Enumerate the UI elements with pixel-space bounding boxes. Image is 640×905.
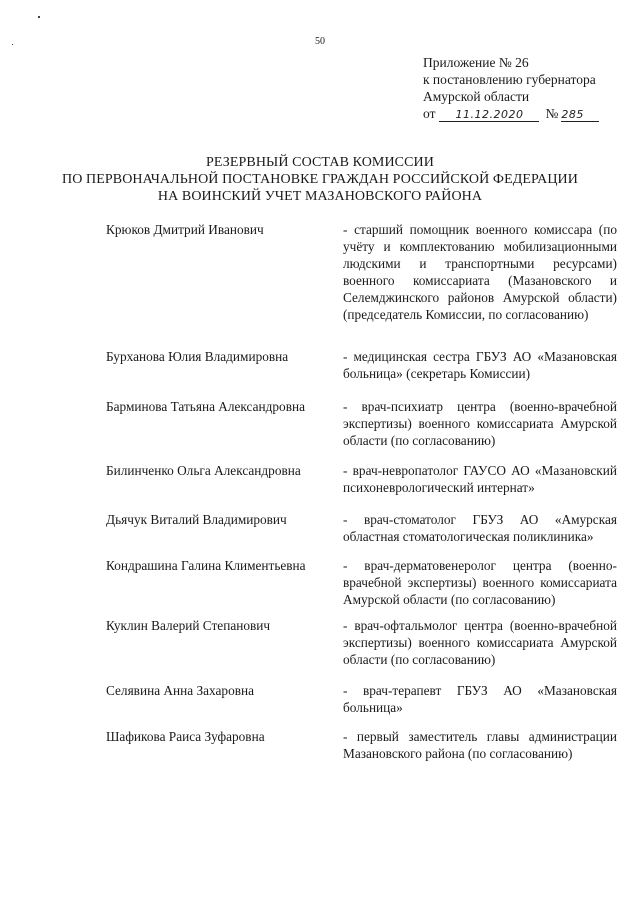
appendix-header (423, 54, 599, 122)
appendix-date-number (423, 105, 599, 122)
member-name: Дьячук Виталий Владимирович (106, 512, 287, 527)
handwritten-date: 11.12.2020 (439, 108, 539, 122)
document-title (0, 154, 640, 205)
member-role: - врач-стоматолог ГБУЗ АО «Амурская областная стоматологическая поликлиника» (343, 512, 617, 544)
member-name: Кондрашина Галина Климентьевна (106, 558, 306, 573)
handwritten-number: 285 (561, 108, 599, 122)
appendix-line: Приложение № 26 (423, 55, 529, 70)
title-line: НА ВОИНСКИЙ УЧЕТ МАЗАНОВСКОГО РАЙОНА (157, 189, 483, 204)
member-role: - врач-офтальмолог центра (военно-врачебной экспертизы) военного комиссариата Амурской области (по согласованию) (343, 618, 617, 667)
scan-speck (38, 16, 40, 18)
title-line: РЕЗЕРВНЫЙ СОСТАВ КОМИССИИ (206, 155, 434, 170)
number-label: № (545, 106, 559, 121)
appendix-line: к постановлению губернатора (423, 72, 596, 87)
member-role: - медицинская сестра ГБУЗ АО «Мазановская больница» (секретарь Комиссии) (343, 349, 617, 381)
page-number: 50 (315, 36, 325, 47)
member-role: - врач-терапевт ГБУЗ АО «Мазановская больница» (343, 683, 617, 715)
member-role: - врач-дерматовенеролог центра (военно-врачебной экспертизы) военного комиссариата Амурской области (по согласованию) (343, 558, 617, 607)
title-line: ПО ПЕРВОНАЧАЛЬНОЙ ПОСТАНОВКЕ ГРАЖДАН РОССИЙСКОЙ ФЕДЕРАЦИИ (62, 172, 578, 187)
member-name: Куклин Валерий Степанович (106, 618, 271, 633)
member-name: Билинченко Ольга Александровна (106, 463, 301, 478)
member-name: Шафикова Раиса Зуфаровна (106, 729, 265, 744)
appendix-line: Амурской области (423, 89, 530, 104)
member-name: Барминова Татьяна Александровна (106, 399, 305, 414)
member-name: Селявина Анна Захаровна (106, 683, 255, 698)
member-name: Крюков Дмитрий Иванович (106, 222, 264, 237)
member-role: - старший помощник военного комиссара (по учёту и комплектованию мобилизационными людскими и транспортными ресурсами) военного комиссариата (Мазановского и Селемджинского районов Амурской области) (председатель Комиссии, по согласованию) (343, 222, 617, 322)
member-role: - врач-психиатр центра (военно-врачебной экспертизы) военного комиссариата Амурской области (по согласованию) (343, 399, 617, 448)
member-role: - врач-невропатолог ГАУСО АО «Мазановский психоневрологический интернат» (343, 463, 617, 495)
member-name: Бурханова Юлия Владимировна (106, 349, 289, 364)
member-role: - первый заместитель главы администрации Мазановского района (по согласованию) (343, 729, 617, 761)
from-label: от (423, 106, 436, 121)
